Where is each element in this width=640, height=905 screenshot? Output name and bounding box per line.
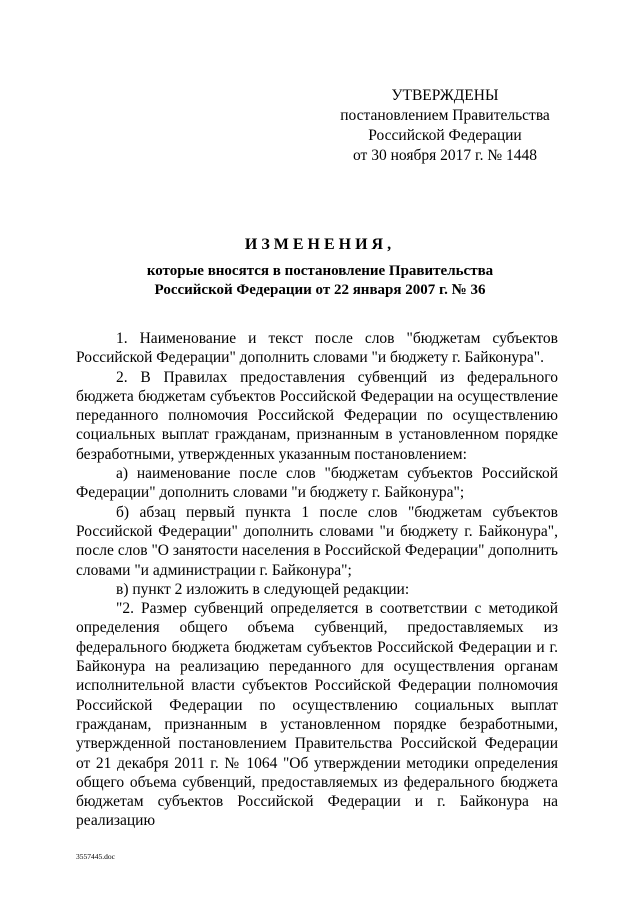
document-title: ИЗМЕНЕНИЯ, [244, 236, 396, 253]
paragraph-2a: а) наименование после слов "бюджетам субъектов Российской Федерации" дополнить словами "и бюджету г. Байконура"; [76, 465, 558, 502]
approval-stamp [330, 86, 560, 166]
document-subtitle [0, 262, 640, 300]
approval-heading: УТВЕРЖДЕНЫ [391, 87, 499, 104]
document-body [76, 329, 558, 831]
subtitle-line-1: которые вносятся в постановление Правительства [146, 263, 494, 279]
paragraph-2: 2. В Правилах предоставления субвенций из федерального бюджета бюджетам субъектов Российской Федерации на осуществление переданного полномочия Российской Федерации по осуществлению социальных выплат гражданам, признанным в установленном порядке безработными, утвержденных указанным постановлением: [76, 368, 558, 463]
paragraph-1: 1. Наименование и текст после слов "бюджетам субъектов Российской Федерации" дополнить словами "и бюджету г. Байконура". [76, 330, 558, 367]
approval-line-3: от 30 ноября 2017 г. № 1448 [353, 147, 537, 164]
approval-line-1: постановлением Правительства [340, 107, 550, 124]
paragraph-2b: б) абзац первый пункта 1 после слов "бюджетам субъектов Российской Федерации" дополнить словами "и бюджету г. Байконура", после слов "О занятости населения в Российской Федерации" дополнить словами "и администрации г. Байконура"; [76, 503, 558, 579]
paragraph-2c: в) пункт 2 изложить в следующей редакции: [116, 580, 410, 598]
approval-line-2: Российской Федерации [368, 127, 522, 144]
subtitle-line-2: Российской Федерации от 22 января 2007 г. № 36 [154, 282, 486, 298]
paragraph-quoted-2: "2. Размер субвенций определяется в соответствии с методикой определения общего объема субвенций, предоставляемых из федерального бюджета бюджетам субъектов Российской Федерации и г. Байконура на реализацию переданного для осуществления органам исполнительной власти субъектов Российской Федерации полномочия Российской Федерации по осуществлению социальных выплат гражданам, признанным в установленном порядке безработными, утвержденной постановлением Правительства Российской Федерации от 21 декабря 2011 г. № 1064 "Об утверждении методики определения общего объема субвенций, предоставляемых из федерального бюджета бюджетам субъектов Российской Федерации и г. Байконура на реализацию [76, 600, 558, 830]
footer-file-code: 3557445.doc [76, 852, 115, 861]
